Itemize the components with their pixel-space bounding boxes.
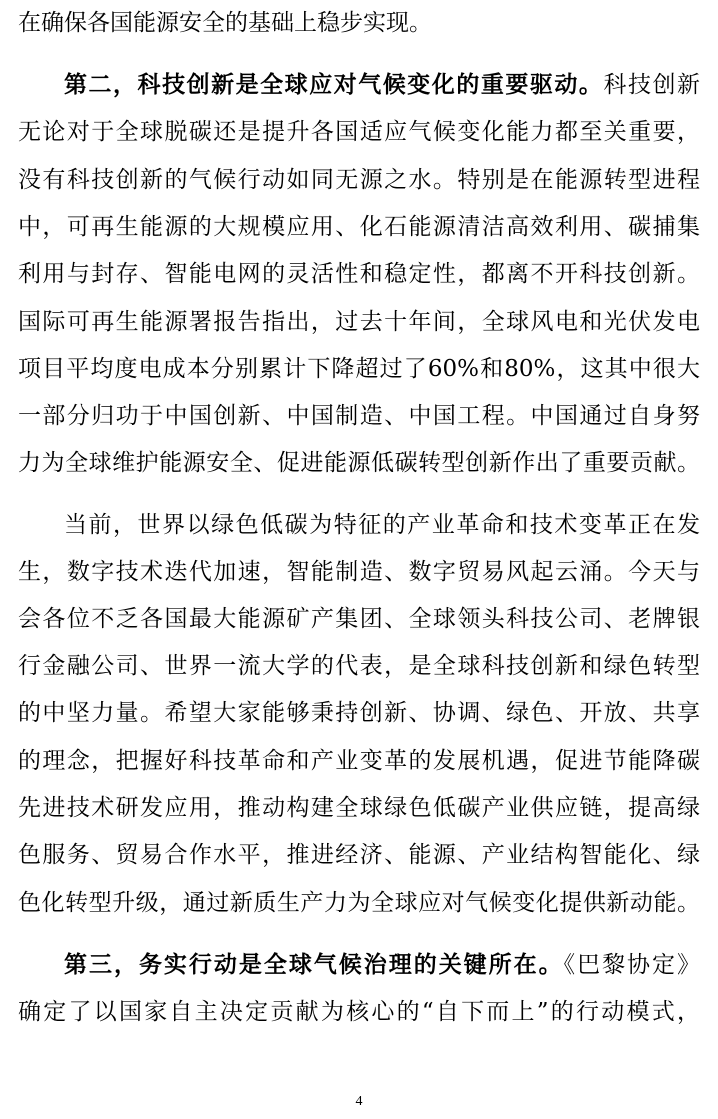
paragraph-line — [64, 70, 700, 100]
line-text: 确定了以国家自主决定贡献为核心的“自下而上”的行动模式， — [18, 999, 700, 1025]
paragraph-line — [18, 698, 700, 728]
paragraph-line — [18, 793, 700, 823]
line-text: 中，可再生能源的大规模应用、化石能源清洁高效利用、碳捕集 — [18, 214, 700, 240]
line-text: 会各位不乏各国最大能源矿产集团、全球领头科技公司、老牌银 — [18, 606, 700, 632]
line-text: 科技创新 — [603, 72, 701, 98]
paragraph-line — [18, 307, 700, 337]
paragraph-line — [18, 746, 700, 776]
paragraph-line — [18, 259, 700, 289]
paragraph-line — [18, 212, 700, 242]
line-text: 力为全球维护能源安全、促进能源低碳转型创新作出了重要贡献。 — [18, 450, 700, 476]
section-heading-second: 第二，科技创新是全球应对气候变化的重要驱动。 — [64, 71, 604, 98]
paragraph-line — [64, 950, 700, 980]
line-text: 色化转型升级，通过新质生产力为全球应对气候变化提供新动能。 — [18, 890, 700, 916]
paragraph-line — [18, 557, 700, 587]
line-text: 色服务、贸易合作水平，推进经济、能源、产业结构智能化、绿 — [18, 842, 700, 868]
paragraph-line — [18, 651, 700, 681]
paragraph-line — [18, 997, 700, 1027]
line-text: 没有科技创新的气候行动如同无源之水。特别是在能源转型进程 — [18, 167, 700, 193]
paragraph-line — [18, 448, 700, 478]
line-text: 国际可再生能源署报告指出，过去十年间，全球风电和光伏发电 — [18, 309, 700, 335]
line-text: 生，数字技术迭代加速，智能制造、数字贸易风起云涌。今天与 — [18, 559, 700, 585]
paragraph-line — [18, 354, 700, 384]
line-text: 项目平均度电成本分别累计下降超过了60%和80%，这其中很大 — [18, 356, 700, 382]
line-text: 先进技术研发应用，推动构建全球绿色低碳产业供应链，提高绿 — [18, 795, 700, 821]
paragraph-line — [18, 165, 700, 195]
line-text: 在确保各国能源安全的基础上稳步实现。 — [18, 10, 432, 36]
line-text: 行金融公司、世界一流大学的代表，是全球科技创新和绿色转型 — [18, 653, 700, 679]
page-number: 4 — [355, 1094, 363, 1109]
line-text: 的中坚力量。希望大家能够秉持创新、协调、绿色、开放、共享 — [18, 700, 700, 726]
paragraph-line — [18, 117, 700, 147]
line-text: 一部分归功于中国创新、中国制造、中国工程。中国通过自身努 — [18, 403, 700, 429]
line-text: 《巴黎协定》 — [563, 952, 701, 978]
paragraph-line — [18, 8, 700, 38]
paragraph-line — [64, 510, 700, 540]
paragraph-line — [18, 888, 700, 918]
line-text: 无论对于全球脱碳还是提升各国适应气候变化能力都至关重要， — [18, 119, 700, 145]
line-text: 的理念，把握好科技革命和产业变革的发展机遇，促进节能降碳 — [18, 748, 700, 774]
paragraph-line — [18, 604, 700, 634]
line-text: 利用与封存、智能电网的灵活性和稳定性，都离不开科技创新。 — [18, 261, 700, 287]
paragraph-line — [18, 840, 700, 870]
line-text: 当前，世界以绿色低碳为特征的产业革命和技术变革正在发 — [64, 512, 700, 538]
section-heading-third: 第三，务实行动是全球气候治理的关键所在。 — [64, 951, 564, 978]
paragraph-line — [18, 401, 700, 431]
